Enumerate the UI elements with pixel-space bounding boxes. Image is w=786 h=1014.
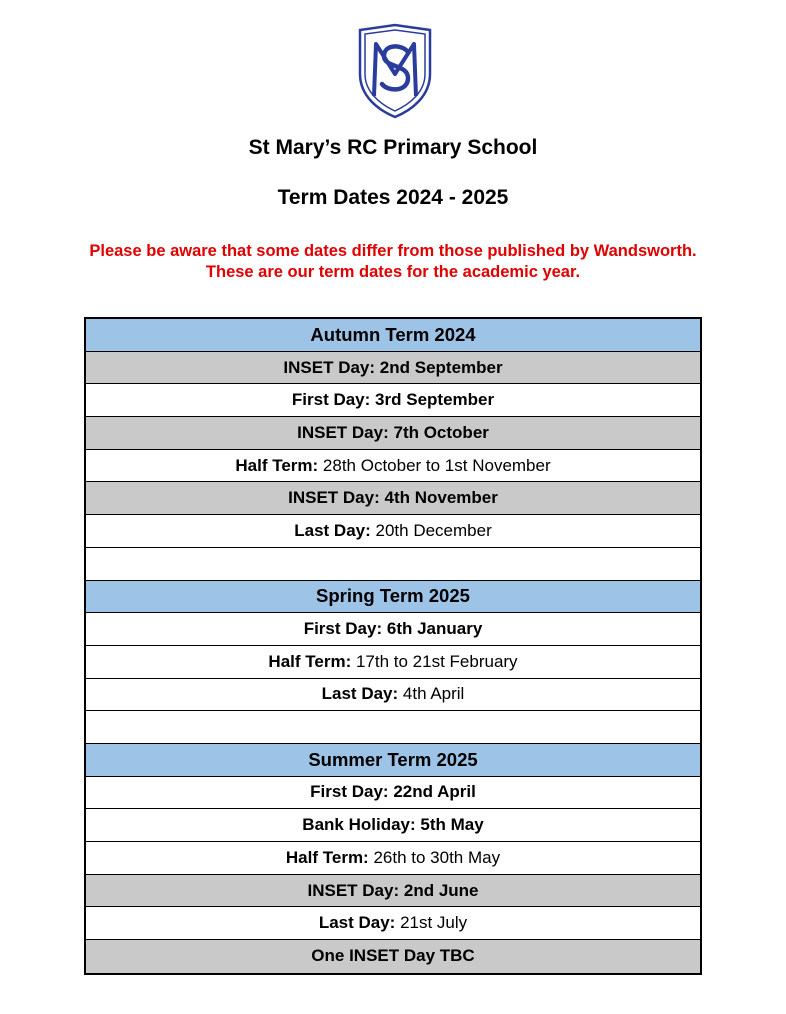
term-header-row <box>86 744 700 777</box>
row-value: 28th October to 1st November <box>322 455 551 475</box>
empty-row <box>86 711 700 744</box>
row-label: First Day: <box>291 390 371 410</box>
term-title: Summer Term 2025 <box>308 748 478 770</box>
row-value: 20th December <box>375 520 492 540</box>
row-value: 4th April <box>402 684 465 704</box>
row-label: Bank Holiday: <box>302 815 416 835</box>
notice-line-2: These are our term dates for the academic year. <box>205 263 581 281</box>
table-row <box>86 352 700 385</box>
table-row <box>86 384 700 417</box>
table-row <box>86 417 700 450</box>
term-title: Autumn Term 2024 <box>310 323 476 345</box>
term-dates-table <box>84 317 702 975</box>
table-row <box>86 875 700 908</box>
table-row <box>86 646 700 679</box>
table-row <box>86 907 700 940</box>
table-row <box>86 515 700 548</box>
row-value: 7th October <box>393 422 489 442</box>
notice-text <box>0 241 786 283</box>
row-label: First Day: <box>303 619 383 639</box>
row-value: 17th to 21st February <box>355 651 518 671</box>
table-row <box>86 777 700 810</box>
row-value: 6th January <box>386 619 483 639</box>
term-title: Spring Term 2025 <box>316 585 470 607</box>
row-value: 2nd September <box>379 357 503 377</box>
table-row <box>86 613 700 646</box>
row-label: Last Day: <box>321 684 399 704</box>
row-value: 21st July <box>400 913 468 933</box>
row-label: INSET Day: <box>288 488 380 508</box>
row-label: INSET Day: <box>283 357 376 377</box>
empty-row <box>86 548 700 581</box>
row-label: INSET Day: <box>297 422 389 442</box>
page-title: Term Dates 2024 - 2025 <box>277 186 509 209</box>
row-label: Last Day: <box>318 913 396 933</box>
table-row <box>86 450 700 483</box>
row-label: Last Day: <box>294 520 371 540</box>
table-row <box>86 940 700 973</box>
row-label: INSET Day: <box>307 880 400 900</box>
row-label: Half Term: <box>268 651 352 671</box>
school-crest-logo <box>354 22 436 120</box>
row-value: 22nd April <box>393 782 476 802</box>
table-row <box>86 482 700 515</box>
table-row <box>86 842 700 875</box>
term-header-row <box>86 581 700 614</box>
row-value: 2nd June <box>403 880 479 900</box>
school-name: St Mary’s RC Primary School <box>248 136 538 159</box>
row-label: Half Term: <box>285 847 369 867</box>
term-header-row <box>86 319 700 352</box>
row-label: One INSET Day TBC <box>311 946 475 966</box>
row-label: First Day: <box>310 782 389 802</box>
row-value: 5th May <box>420 815 484 835</box>
table-row <box>86 809 700 842</box>
table-row <box>86 679 700 712</box>
notice-line-1: Please be aware that some dates differ from those published by Wandsworth. <box>89 242 697 260</box>
row-value: 26th to 30th May <box>373 847 501 867</box>
row-label: Half Term: <box>235 455 319 475</box>
row-value: 4th November <box>384 488 498 508</box>
row-value: 3rd September <box>375 390 495 410</box>
